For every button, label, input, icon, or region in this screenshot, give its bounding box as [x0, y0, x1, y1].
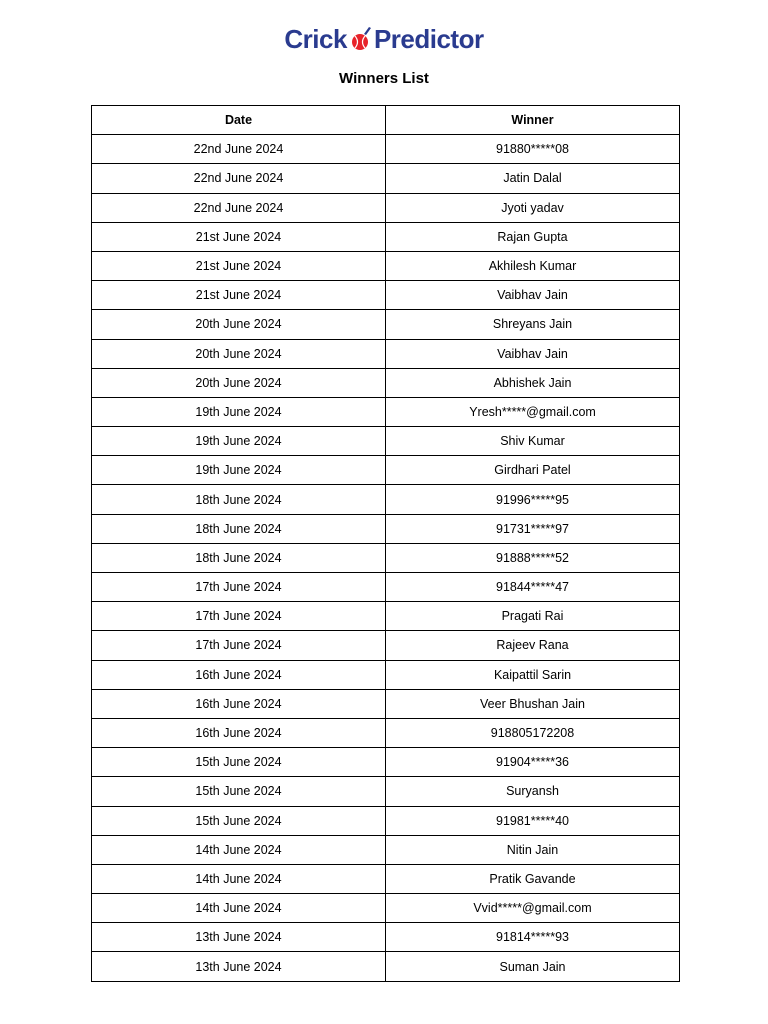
cell-winner: 91880*****08 — [386, 135, 680, 164]
cell-winner: Abhishek Jain — [386, 368, 680, 397]
brand-name-left: Crick — [284, 23, 347, 54]
cell-winner: Nitin Jain — [386, 835, 680, 864]
table-row — [92, 514, 680, 543]
cell-winner: Jatin Dalal — [386, 164, 680, 193]
table-row — [92, 251, 680, 280]
table-row — [92, 339, 680, 368]
cell-date: 20th June 2024 — [92, 339, 386, 368]
table-row — [92, 631, 680, 660]
cell-date: 15th June 2024 — [92, 806, 386, 835]
table-row — [92, 777, 680, 806]
table-row — [92, 806, 680, 835]
column-header-winner: Winner — [386, 106, 680, 135]
cell-winner: 91844*****47 — [386, 573, 680, 602]
table-row — [92, 573, 680, 602]
table-header-row — [92, 106, 680, 135]
cell-date: 17th June 2024 — [92, 602, 386, 631]
cell-date: 21st June 2024 — [92, 251, 386, 280]
cell-date: 15th June 2024 — [92, 748, 386, 777]
table-row — [92, 689, 680, 718]
table-row — [92, 602, 680, 631]
cell-date: 22nd June 2024 — [92, 135, 386, 164]
cell-winner: Suryansh — [386, 777, 680, 806]
cell-date: 14th June 2024 — [92, 894, 386, 923]
cell-date: 21st June 2024 — [92, 222, 386, 251]
brand-name-right: Predictor — [373, 23, 484, 54]
cell-date: 18th June 2024 — [92, 514, 386, 543]
cell-winner: Rajeev Rana — [386, 631, 680, 660]
cell-date: 21st June 2024 — [92, 281, 386, 310]
cell-winner: Yresh*****@gmail.com — [386, 397, 680, 426]
table-row — [92, 835, 680, 864]
cell-date: 22nd June 2024 — [92, 193, 386, 222]
table-row — [92, 485, 680, 514]
table-row — [92, 543, 680, 572]
table-row — [92, 135, 680, 164]
cell-winner: 91888*****52 — [386, 543, 680, 572]
cell-date: 22nd June 2024 — [92, 164, 386, 193]
cell-winner: Veer Bhushan Jain — [386, 689, 680, 718]
cell-winner: Rajan Gupta — [386, 222, 680, 251]
cell-winner: Girdhari Patel — [386, 456, 680, 485]
cell-winner: Suman Jain — [386, 952, 680, 981]
cell-date: 16th June 2024 — [92, 660, 386, 689]
table-row — [92, 310, 680, 339]
cell-winner: 91814*****93 — [386, 923, 680, 952]
cell-winner: 918805172208 — [386, 718, 680, 747]
table-row — [92, 952, 680, 981]
table-row — [92, 456, 680, 485]
table-row — [92, 281, 680, 310]
cell-date: 14th June 2024 — [92, 864, 386, 893]
cell-date: 13th June 2024 — [92, 952, 386, 981]
table-row — [92, 164, 680, 193]
cell-date: 16th June 2024 — [92, 689, 386, 718]
table-row — [92, 718, 680, 747]
table-row — [92, 193, 680, 222]
winners-table — [91, 105, 680, 982]
column-header-date: Date — [92, 106, 386, 135]
brand-logo — [0, 22, 768, 56]
cell-winner: 91731*****97 — [386, 514, 680, 543]
table-body — [92, 135, 680, 981]
table-row — [92, 923, 680, 952]
cell-winner: 91981*****40 — [386, 806, 680, 835]
table-row — [92, 894, 680, 923]
table-row — [92, 748, 680, 777]
table-row — [92, 427, 680, 456]
cell-date: 19th June 2024 — [92, 456, 386, 485]
cell-date: 19th June 2024 — [92, 427, 386, 456]
cricket-ball-icon — [347, 25, 373, 53]
table-row — [92, 660, 680, 689]
cell-winner: Vaibhav Jain — [386, 339, 680, 368]
cell-date: 18th June 2024 — [92, 485, 386, 514]
cell-date: 15th June 2024 — [92, 777, 386, 806]
cell-date: 18th June 2024 — [92, 543, 386, 572]
cell-winner: Vaibhav Jain — [386, 281, 680, 310]
cell-winner: 91996*****95 — [386, 485, 680, 514]
cell-date: 16th June 2024 — [92, 718, 386, 747]
cell-date: 20th June 2024 — [92, 368, 386, 397]
cell-winner: Kaipattil Sarin — [386, 660, 680, 689]
cell-date: 19th June 2024 — [92, 397, 386, 426]
table-row — [92, 864, 680, 893]
cell-winner: Vvid*****@gmail.com — [386, 894, 680, 923]
cell-date: 17th June 2024 — [92, 573, 386, 602]
table-row — [92, 368, 680, 397]
cell-winner: Pragati Rai — [386, 602, 680, 631]
cell-date: 14th June 2024 — [92, 835, 386, 864]
table-row — [92, 397, 680, 426]
cell-date: 13th June 2024 — [92, 923, 386, 952]
cell-winner: Shreyans Jain — [386, 310, 680, 339]
cell-winner: Pratik Gavande — [386, 864, 680, 893]
page-title: Winners List — [339, 70, 429, 87]
cell-winner: Jyoti yadav — [386, 193, 680, 222]
cell-date: 17th June 2024 — [92, 631, 386, 660]
table-row — [92, 222, 680, 251]
cell-winner: Shiv Kumar — [386, 427, 680, 456]
cell-winner: 91904*****36 — [386, 748, 680, 777]
cell-date: 20th June 2024 — [92, 310, 386, 339]
cell-winner: Akhilesh Kumar — [386, 251, 680, 280]
